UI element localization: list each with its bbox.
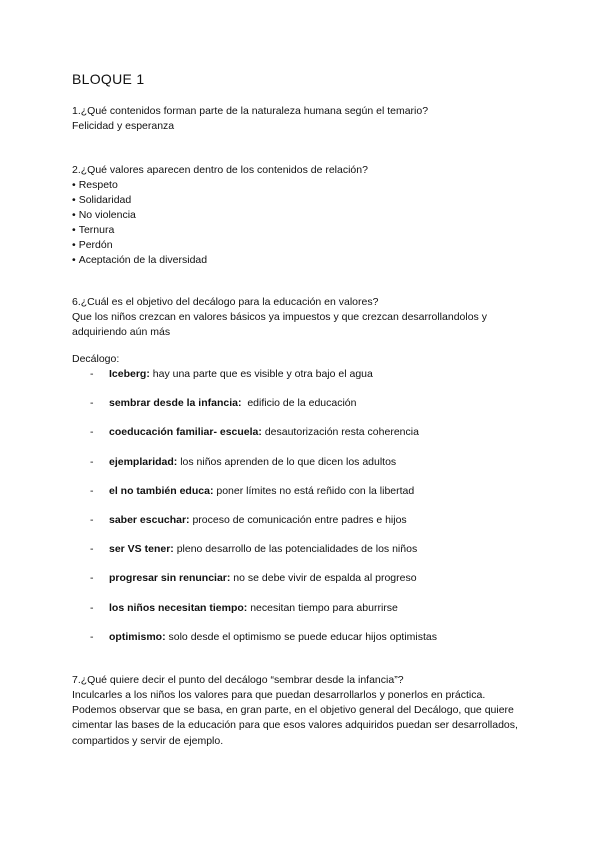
bullet-item: • Perdón bbox=[72, 238, 207, 253]
dash-marker: - bbox=[90, 601, 94, 614]
decalogo-item bbox=[90, 425, 437, 454]
decalogo-text: no se debe vivir de espalda al progreso bbox=[230, 572, 417, 585]
question-7: 7.¿Qué quiere decir el punto del decálogo “sembrar desde la infancia”? bbox=[72, 674, 404, 686]
question-2: 2.¿Qué valores aparecen dentro de los contenidos de relación? bbox=[72, 164, 368, 176]
decalogo-text: solo desde el optimismo se puede educar hijos optimistas bbox=[165, 630, 437, 643]
decalogo-text: poner límites no está reñido con la libertad bbox=[213, 484, 415, 497]
decalogo-heading: Decálogo: bbox=[72, 353, 120, 365]
decalogo-item bbox=[90, 542, 437, 571]
decalogo-item bbox=[90, 367, 437, 396]
dash-marker: - bbox=[90, 426, 94, 439]
decalogo-term: el no también educa: bbox=[109, 484, 214, 497]
decalogo-term: sembrar desde la infancia: bbox=[109, 397, 242, 410]
decalogo-term: los niños necesitan tiempo: bbox=[109, 601, 248, 614]
decalogo-item bbox=[90, 455, 437, 484]
bullet-item: • Respeto bbox=[72, 178, 207, 193]
bullet-item: • No violencia bbox=[72, 208, 207, 223]
dash-marker: - bbox=[90, 572, 94, 585]
answer-7: Inculcarles a los niños los valores para que puedan desarrollarlos y ponerlos en práctica. Podemos observar que se basa, en gran parte, en el objetivo general del Decálogo, que quiere cimentar las bases de la educación para que esos valores adquiridos puedan ser desarrollados, compartidos y servir de ejemplo. bbox=[72, 689, 518, 747]
decalogo-text: pleno desarrollo de las potencialidades de los niños bbox=[173, 543, 418, 556]
bullet-item: • Aceptación de la diversidad bbox=[72, 253, 207, 268]
decalogo-text: edificio de la educación bbox=[241, 397, 357, 410]
decalogo-text: los niños aprenden de lo que dicen los adultos bbox=[177, 455, 397, 468]
decalogo-item bbox=[90, 571, 437, 600]
decalogo-text: hay una parte que es visible y otra bajo el agua bbox=[149, 368, 373, 380]
dash-marker: - bbox=[90, 397, 94, 410]
values-bullet-list bbox=[72, 178, 207, 267]
decalogo-text: desautorización resta coherencia bbox=[261, 426, 419, 439]
decalogo-item bbox=[90, 601, 437, 630]
dash-marker: - bbox=[90, 543, 94, 556]
decalogo-item bbox=[90, 396, 437, 425]
question-6: 6.¿Cuál es el objetivo del decálogo para la educación en valores? bbox=[72, 296, 379, 308]
decalogo-text: proceso de comunicación entre padres e hijos bbox=[189, 513, 407, 526]
decalogo-list bbox=[90, 367, 437, 659]
decalogo-term: ejemplaridad: bbox=[109, 455, 178, 468]
decalogo-term: ser VS tener: bbox=[109, 543, 174, 556]
decalogo-term: coeducación familiar- escuela: bbox=[109, 426, 262, 439]
decalogo-term: optimismo: bbox=[109, 630, 166, 643]
decalogo-text: necesitan tiempo para aburrirse bbox=[247, 601, 398, 614]
bullet-item: • Solidaridad bbox=[72, 193, 207, 208]
answer-1: Felicidad y esperanza bbox=[72, 120, 175, 132]
dash-marker: - bbox=[90, 455, 94, 468]
decalogo-term: progresar sin renunciar: bbox=[109, 572, 231, 585]
decalogo-item bbox=[90, 484, 437, 513]
document-title: BLOQUE 1 bbox=[72, 71, 145, 87]
bullet-item: • Ternura bbox=[72, 223, 207, 238]
decalogo-term: saber escuchar: bbox=[109, 513, 190, 526]
dash-marker: - bbox=[90, 368, 94, 380]
decalogo-item bbox=[90, 630, 437, 659]
question-1: 1.¿Qué contenidos forman parte de la naturaleza humana según el temario? bbox=[72, 105, 429, 117]
answer-6: Que los niños crezcan en valores básicos ya impuestos y que crezcan desarrollandolos y adquiriendo aún más bbox=[72, 311, 487, 338]
dash-marker: - bbox=[90, 484, 94, 497]
dash-marker: - bbox=[90, 513, 94, 526]
decalogo-term: Iceberg: bbox=[109, 368, 150, 380]
dash-marker: - bbox=[90, 630, 94, 643]
decalogo-item bbox=[90, 513, 437, 542]
